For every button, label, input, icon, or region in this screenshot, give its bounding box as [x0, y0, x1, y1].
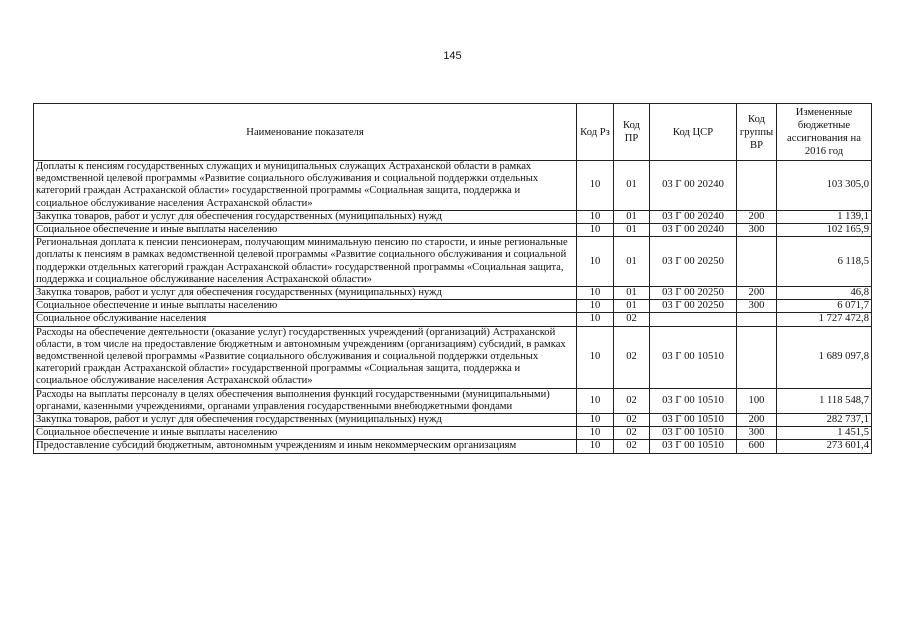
cell-csr: [650, 313, 737, 326]
cell-pr: 02: [614, 414, 650, 427]
cell-csr: 03 Г 00 10510: [650, 326, 737, 388]
cell-pr: 01: [614, 210, 650, 223]
cell-name: Расходы на обеспечение деятельности (оказание услуг) государственных учреждений (организаций) Астраханской области, в том числе на предоставление бюджетным и автономным учреждениям (организациям) субсидий, в рамках ведомственной целевой программы «Развитие социального обслуживания и социальной поддержки отдельных категорий граждан Астраханской области» государственной программы «Социальная защита, поддержка и социальное обслуживание населения Астраханской области»: [34, 326, 577, 388]
cell-pr: 01: [614, 287, 650, 300]
table-row: [34, 287, 872, 300]
cell-vr: 300: [737, 224, 777, 237]
cell-vr: [737, 237, 777, 287]
cell-name: Социальное обеспечение и иные выплаты населению: [34, 224, 577, 237]
cell-amount: 1 139,1: [777, 210, 872, 223]
cell-name: Закупка товаров, работ и услуг для обеспечения государственных (муниципальных) нужд: [34, 287, 577, 300]
table-row: [34, 224, 872, 237]
cell-vr: 200: [737, 414, 777, 427]
cell-rz: 10: [577, 414, 614, 427]
cell-csr: 03 Г 00 20250: [650, 237, 737, 287]
cell-pr: 02: [614, 326, 650, 388]
cell-vr: 100: [737, 388, 777, 413]
cell-amount: 1 727 472,8: [777, 313, 872, 326]
cell-csr: 03 Г 00 10510: [650, 440, 737, 453]
cell-amount: 1 451,5: [777, 427, 872, 440]
cell-pr: 01: [614, 300, 650, 313]
cell-vr: [737, 326, 777, 388]
cell-rz: 10: [577, 224, 614, 237]
cell-pr: 01: [614, 161, 650, 211]
cell-rz: 10: [577, 287, 614, 300]
cell-rz: 10: [577, 237, 614, 287]
cell-amount: 1 118 548,7: [777, 388, 872, 413]
cell-rz: 10: [577, 313, 614, 326]
cell-amount: 1 689 097,8: [777, 326, 872, 388]
cell-pr: 01: [614, 224, 650, 237]
header-name: Наименование показателя: [34, 104, 577, 161]
table-body: [34, 161, 872, 454]
cell-rz: 10: [577, 300, 614, 313]
cell-rz: 10: [577, 440, 614, 453]
header-amount: Измененные бюджетные ассигнования на 2016 год: [777, 104, 872, 161]
cell-name: Закупка товаров, работ и услуг для обеспечения государственных (муниципальных) нужд: [34, 210, 577, 223]
budget-table: [33, 103, 872, 454]
cell-csr: 03 Г 00 20250: [650, 287, 737, 300]
cell-rz: 10: [577, 161, 614, 211]
header-vr: Код группы ВР: [737, 104, 777, 161]
cell-vr: [737, 313, 777, 326]
table-row: [34, 161, 872, 211]
header-csr: Код ЦСР: [650, 104, 737, 161]
cell-csr: 03 Г 00 10510: [650, 414, 737, 427]
header-pr: Код ПР: [614, 104, 650, 161]
cell-vr: 300: [737, 427, 777, 440]
cell-vr: 200: [737, 210, 777, 223]
header-row: [34, 104, 872, 161]
cell-rz: 10: [577, 388, 614, 413]
cell-csr: 03 Г 00 10510: [650, 388, 737, 413]
cell-vr: 300: [737, 300, 777, 313]
table-row: [34, 300, 872, 313]
table-row: [34, 388, 872, 413]
cell-csr: 03 Г 00 20250: [650, 300, 737, 313]
cell-pr: 02: [614, 440, 650, 453]
cell-rz: 10: [577, 210, 614, 223]
cell-csr: 03 Г 00 10510: [650, 427, 737, 440]
cell-name: Предоставление субсидий бюджетным, автономным учреждениям и иным некоммерческим организациям: [34, 440, 577, 453]
table-header: [34, 104, 872, 161]
cell-amount: 6 071,7: [777, 300, 872, 313]
cell-amount: 6 118,5: [777, 237, 872, 287]
cell-name: Расходы на выплаты персоналу в целях обеспечения выполнения функций государственными (муниципальными) органами, казенными учреждениями, органами управления государственными внебюджетными фондами: [34, 388, 577, 413]
header-rz: Код Рз: [577, 104, 614, 161]
table-row: [34, 414, 872, 427]
cell-pr: 01: [614, 237, 650, 287]
table-row: [34, 427, 872, 440]
table-row: [34, 440, 872, 453]
table-row: [34, 210, 872, 223]
cell-amount: 102 165,9: [777, 224, 872, 237]
cell-amount: 282 737,1: [777, 414, 872, 427]
cell-amount: 46,8: [777, 287, 872, 300]
cell-rz: 10: [577, 326, 614, 388]
table-row: [34, 237, 872, 287]
cell-amount: 103 305,0: [777, 161, 872, 211]
cell-name: Региональная доплата к пенсии пенсионерам, получающим минимальную пенсию по старости, и иные региональные доплаты к пенсиям в рамках ведомственной целевой программы «Развитие социального обслуживания и социальной поддержки отдельных категорий граждан Астраханской области» государственной программы «Социальная защита, поддержка и социальное обслуживание населения Астраханской области»: [34, 237, 577, 287]
cell-csr: 03 Г 00 20240: [650, 224, 737, 237]
cell-name: Закупка товаров, работ и услуг для обеспечения государственных (муниципальных) нужд: [34, 414, 577, 427]
cell-name: Доплаты к пенсиям государственных служащих и муниципальных служащих Астраханской области в рамках ведомственной целевой программы «Развитие социального обслуживания и социальной поддержки отдельных категорий граждан Астраханской области» государственной программы «Социальная защита, поддержка и социальное обслуживание населения Астраханской области»: [34, 161, 577, 211]
cell-vr: 200: [737, 287, 777, 300]
cell-csr: 03 Г 00 20240: [650, 161, 737, 211]
cell-vr: [737, 161, 777, 211]
page-number: 145: [443, 50, 462, 62]
cell-rz: 10: [577, 427, 614, 440]
table-row: [34, 326, 872, 388]
cell-vr: 600: [737, 440, 777, 453]
table-row: [34, 313, 872, 326]
cell-amount: 273 601,4: [777, 440, 872, 453]
cell-name: Социальное обеспечение и иные выплаты населению: [34, 427, 577, 440]
cell-name: Социальное обслуживание населения: [34, 313, 577, 326]
cell-csr: 03 Г 00 20240: [650, 210, 737, 223]
cell-pr: 02: [614, 313, 650, 326]
cell-pr: 02: [614, 427, 650, 440]
cell-pr: 02: [614, 388, 650, 413]
cell-name: Социальное обеспечение и иные выплаты населению: [34, 300, 577, 313]
